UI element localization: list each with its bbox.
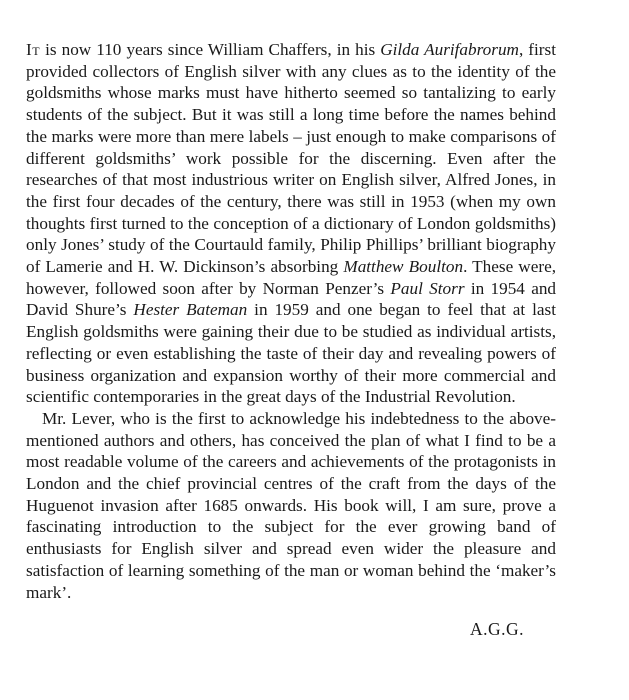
paragraph-1-lead: It (26, 40, 41, 59)
paragraph-1-text-4: in 1954 and David Shure’s (26, 278, 557, 320)
signature-initials: A.G.G. (470, 619, 525, 639)
paragraph-1-text-1: is now 110 years since William Chaffers, in his (40, 40, 381, 59)
title-paul-storr: Paul Storr (390, 278, 465, 298)
title-matthew-boulton: Matthew Boulton (343, 257, 464, 277)
paragraph-1-text-3: . These were, however, followed soon after by Norman Penzer’s (26, 257, 556, 298)
paragraph-1-text-5: in 1959 and one began to feel that at last English goldsmiths were gaining their due to be studied as individual artists, reflecting or even establishing the taste of their day and revealing powers of business organization and expansion worthy of their more commercial and scientific contemporaries in the great days of the Industrial Revolution. (26, 300, 556, 407)
title-hester-bateman: Hester Bateman (133, 300, 248, 320)
paragraph-1-text-2: , first provided collectors of English silver with any clues as to the identity of the goldsmiths whose marks must have hitherto seemed so tantalizing to early students of the subject. But it was still a long time before the names behind the marks were more than mere labels – just enough to make comparisons of different goldsmiths’ work possible for the discerning. Even after the researches of that most industrious writer on English silver, Alfred Jones, in the first four decades of the century, there was still in 1953 (when my own thoughts first turned to the conception of a dictionary of London goldsmiths) only Jones’ study of the Courtauld family, Philip Phillips’ brilliant biography of Lamerie and H. W. Dickinson’s absorbing (26, 40, 556, 277)
foreword-body (26, 39, 556, 603)
paragraph-2-text: Mr. Lever, who is the first to acknowledge his indebtedness to the above-mentioned authors and others, has conceived the plan of what I find to be a most readable volume of the careers and achievements of the protagonists in London and the chief provincial centres of the craft from the days of the Huguenot invasion after 1685 onwards. His book will, I am sure, prove a fascinating introduction to the subject for the ever growing band of enthusiasts for English silver and spread even wider the pleasure and satisfaction of learning something of the man or woman behind the ‘maker’s mark’. (26, 408, 556, 602)
title-gilda-aurifabrorum: Gilda Aurifabrorum (380, 40, 519, 59)
paragraph-2 (26, 408, 556, 603)
paragraph-1 (26, 39, 556, 408)
